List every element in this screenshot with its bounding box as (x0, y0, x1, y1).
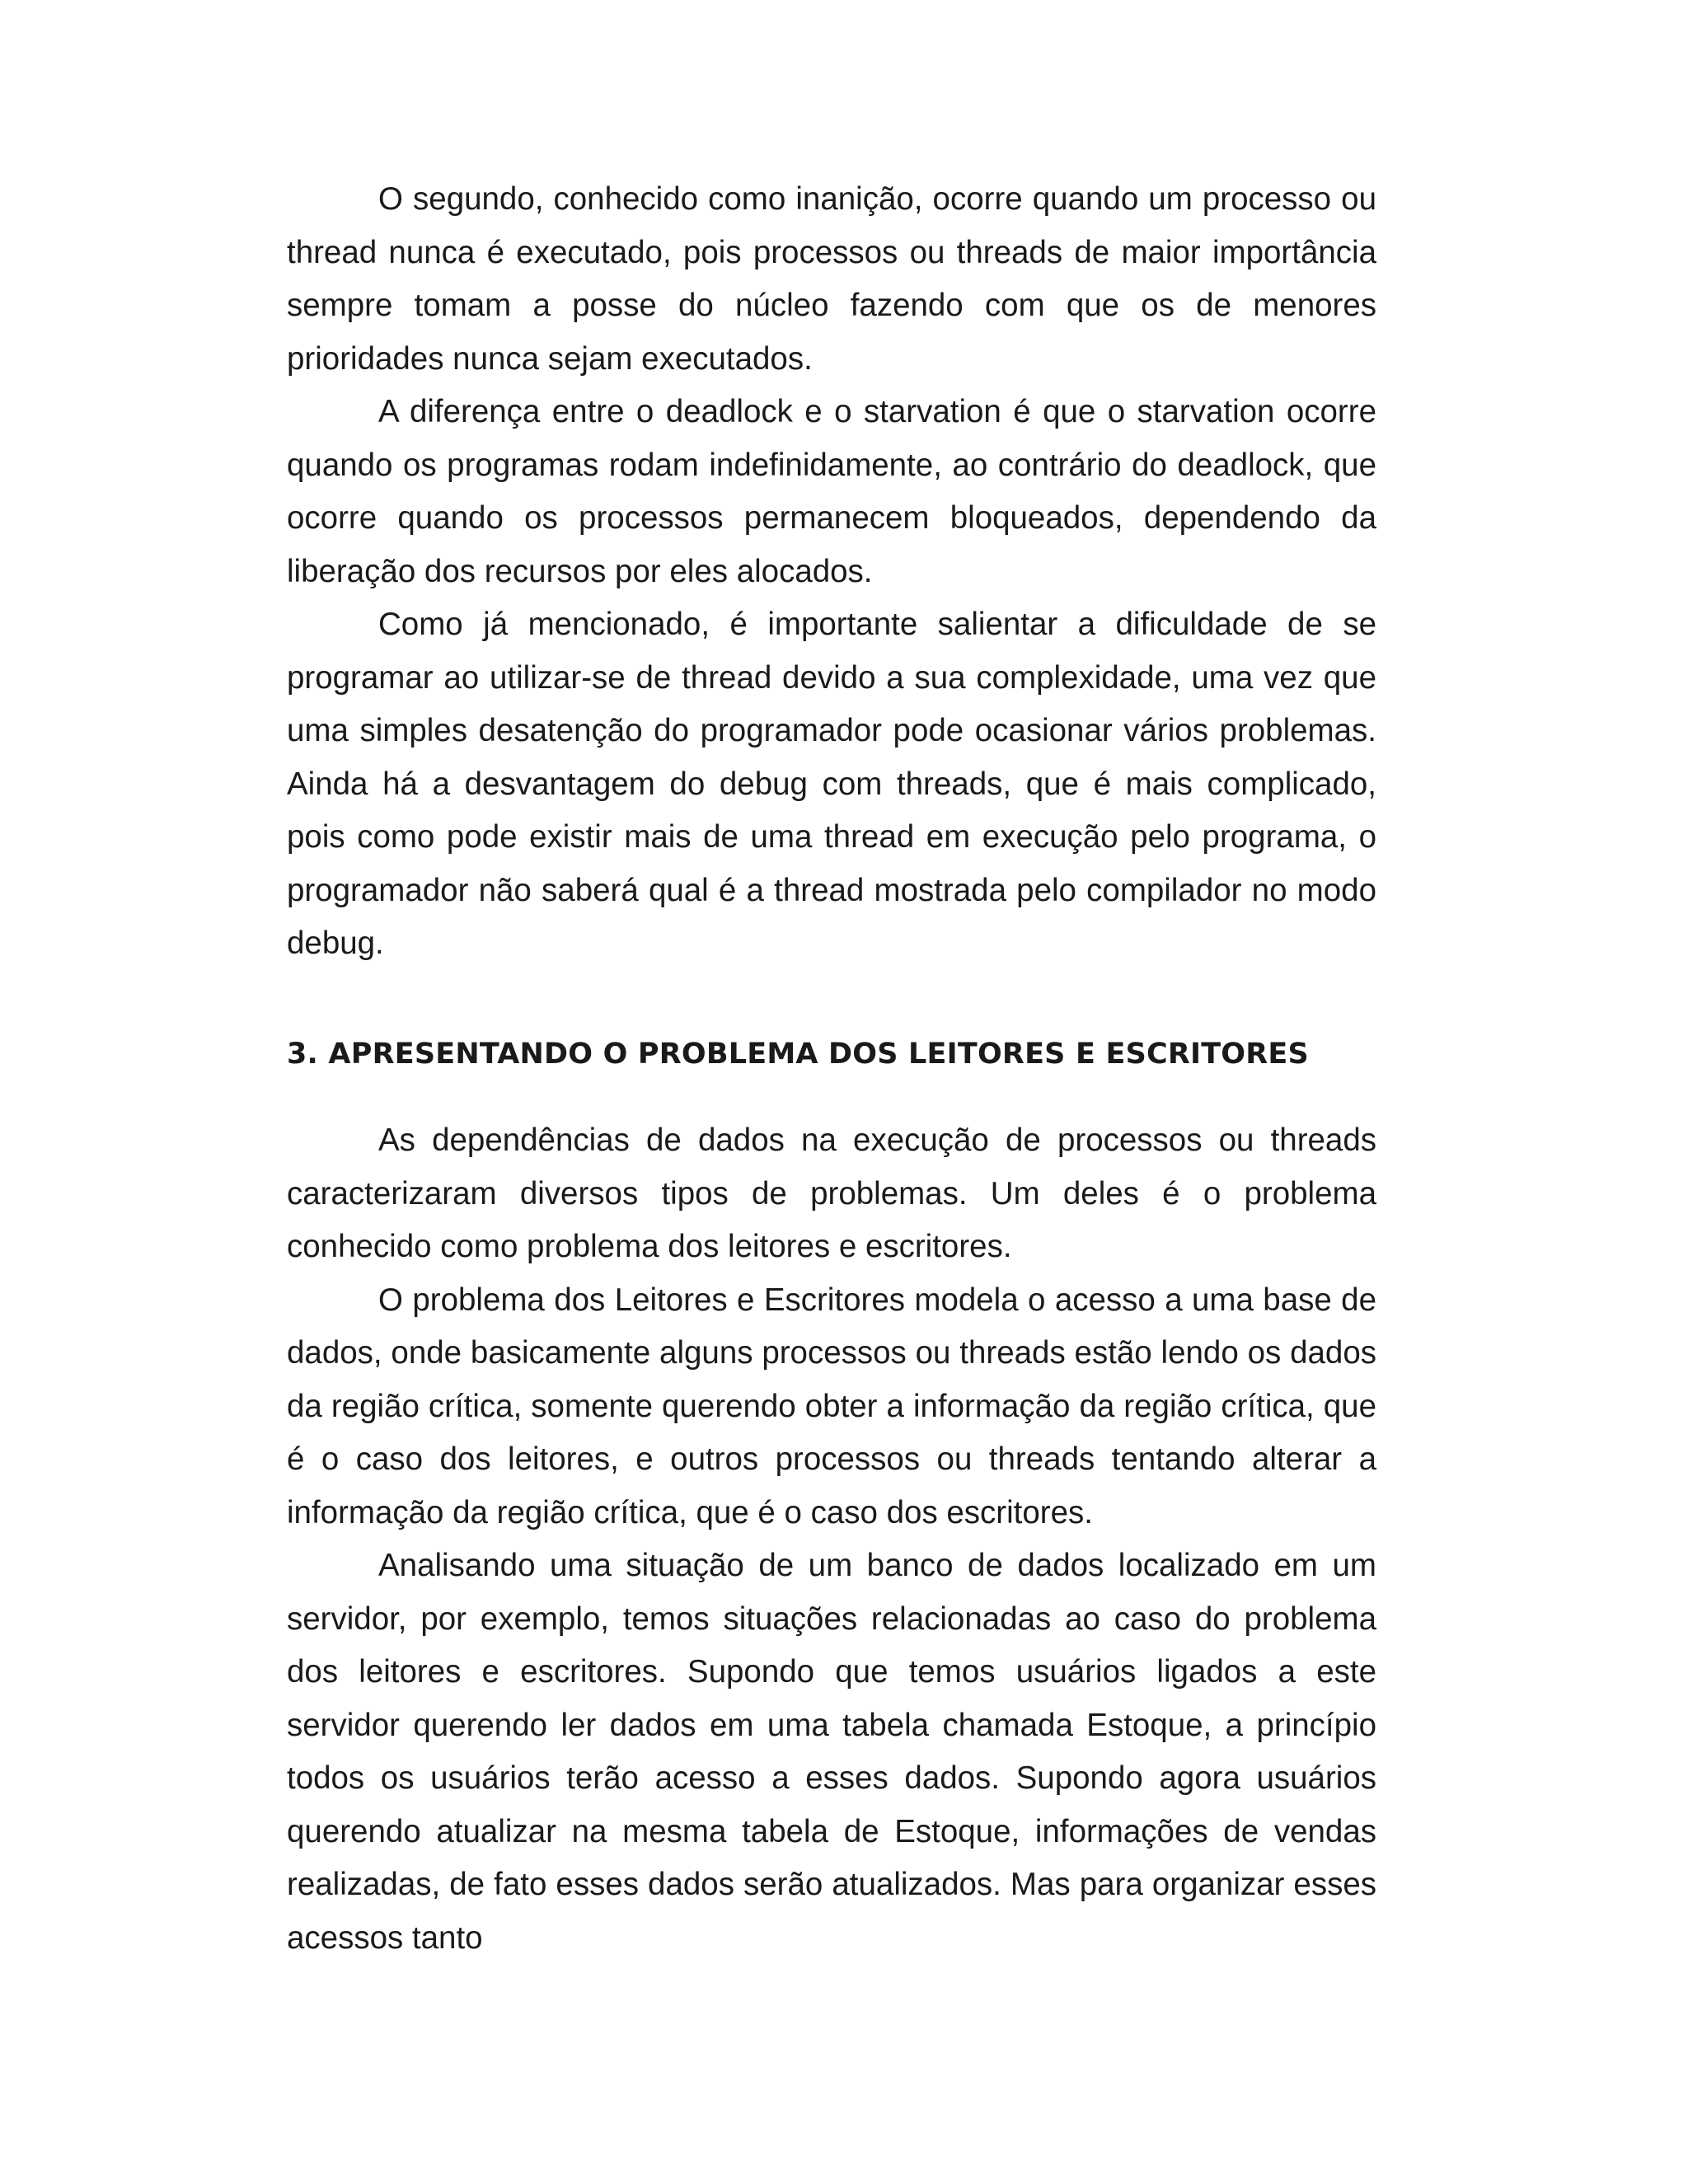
paragraph-deadlock-vs-starvation: A diferença entre o deadlock e o starvation é que o starvation ocorre quando os programas rodam indefinidamente, ao contrário do deadlock, que ocorre quando os processos permanecem bloqueados, dependendo da liberação dos recursos por eles alocados. (287, 394, 1376, 589)
paragraph-readers-writers-model: O problema dos Leitores e Escritores modela o acesso a uma base de dados, onde basicamente alguns processos ou threads estão lendo os dados da região crítica, somente querendo obter a informação da região crítica, que é o caso dos leitores, e outros processos ou threads tentando alterar a informação da região crítica, que é o caso dos escritores. (287, 1282, 1376, 1530)
paragraph-database-example: Analisando uma situação de um banco de dados localizado em um servidor, por exemplo, temos situações relacionadas ao caso do problema dos leitores e escritores. Supondo que temos usuários ligados a este servidor querendo ler dados em uma tabela chamada Estoque, a princípio todos os usuários terão acesso a esses dados. Supondo agora usuários querendo atualizar na mesma tabela de Estoque, informações de vendas realizadas, de fato esses dados serão atualizados. Mas para organizar esses acessos tanto (287, 1548, 1376, 1956)
paragraph-thread-debugging: Como já mencionado, é importante salientar a dificuldade de se programar ao utilizar-se de thread devido a sua complexidade, uma vez que uma simples desatenção do programador pode ocasionar vários problemas. Ainda há a desvantagem do debug com threads, que é mais complicado, pois como pode existir mais de uma thread em execução pelo programa, o programador não saberá qual é a thread mostrada pelo compilador no modo debug. (287, 607, 1376, 961)
section-heading: 3. APRESENTANDO O PROBLEMA DOS LEITORES E ESCRITORES (287, 1037, 1309, 1071)
paragraph-starvation-definition: O segundo, conhecido como inanição, ocorre quando um processo ou thread nunca é executado, pois processos ou threads de maior importância sempre tomam a posse do núcleo fazendo com que os de menores prioridades nunca sejam executados. (287, 181, 1376, 377)
paragraph-data-dependencies: As dependências de dados na execução de processos ou threads caracterizaram diversos tipos de problemas. Um deles é o problema conhecido como problema dos leitores e escritores. (287, 1122, 1376, 1264)
document-page (287, 173, 1376, 1965)
